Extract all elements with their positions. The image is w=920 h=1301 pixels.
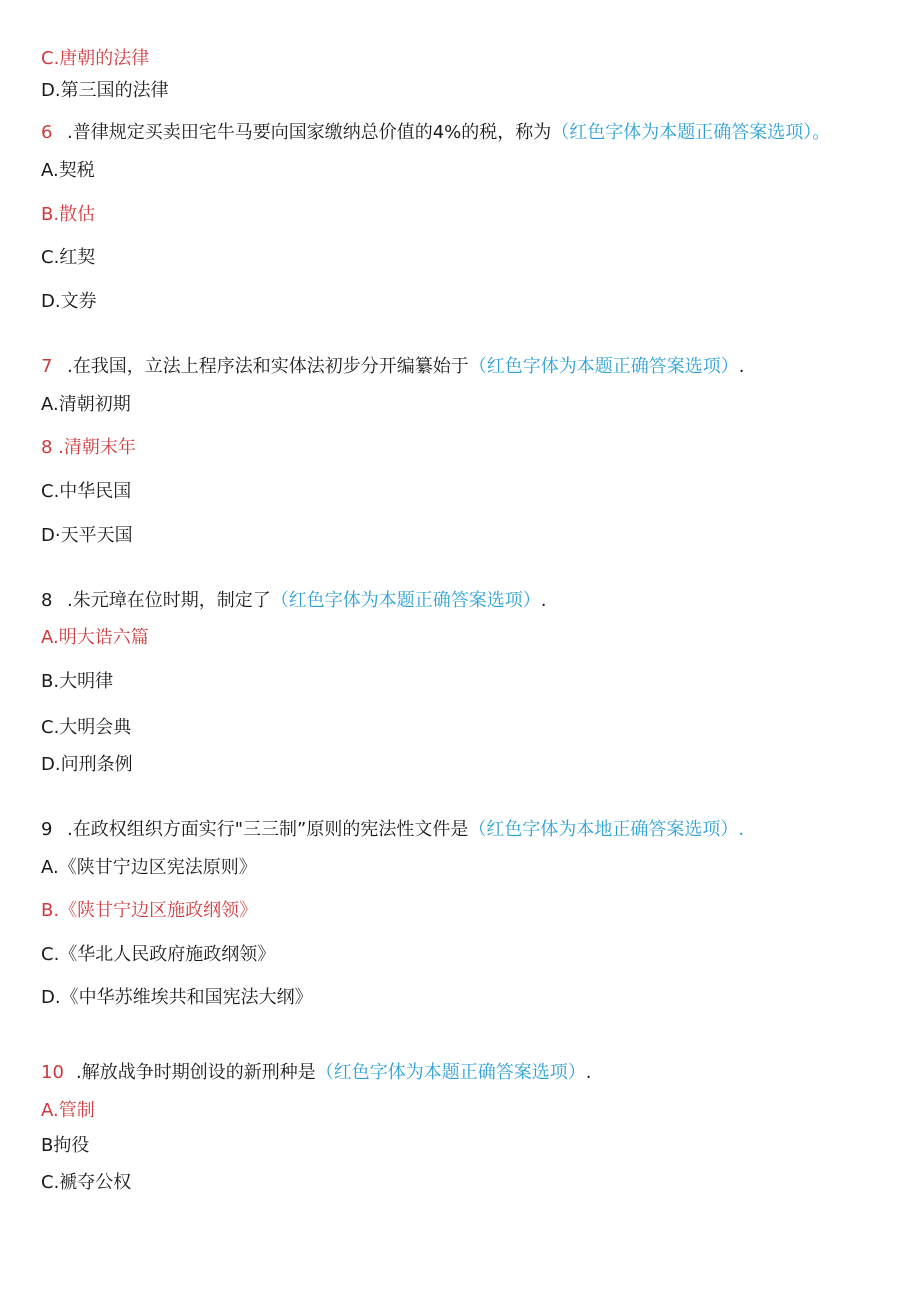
q10-option-b: B拘役 xyxy=(41,1135,90,1156)
q7-option-c: C.中华民国 xyxy=(41,481,132,502)
q10-option-a: A.管制 xyxy=(41,1100,95,1121)
q7-tail: . xyxy=(738,356,745,377)
q6-hint: （红色字体为本题正确答案选项）。 xyxy=(551,122,831,143)
q10-tail: . xyxy=(585,1062,592,1083)
q9-option-b: B.《陕甘宁边区施政纲领》 xyxy=(41,900,258,921)
q8-stem xyxy=(41,589,546,613)
q9-option-d: D.《中华苏维埃共和国宪法大纲》 xyxy=(41,987,313,1008)
q8-option-a: A.明大诰六篇 xyxy=(41,627,149,648)
q6-stem xyxy=(41,121,830,145)
q8-hint: （红色字体为本题正确答案选项） xyxy=(270,590,541,611)
q7-option-a: A.清朝初期 xyxy=(41,394,131,415)
q9-hint: （红色字体为本地正确答案选项） xyxy=(468,819,739,840)
q7-option-d: D·天平天国 xyxy=(41,525,133,546)
q5-option-d: D.第三国的法律 xyxy=(41,80,169,101)
q6-option-d: D.文券 xyxy=(41,291,97,312)
q9-option-a: A.《陕甘宁边区宪法原则》 xyxy=(41,857,257,878)
q6-option-c: C.红契 xyxy=(41,247,96,268)
q9-stem xyxy=(41,818,744,842)
q8-tail: . xyxy=(540,590,547,611)
q8-stem-text: .朱元璋在位时期，制定了 xyxy=(67,590,271,611)
q9-option-c: C.《华北人民政府施政纲领》 xyxy=(41,944,276,965)
q7-stem-text: .在我国，立法上程序法和实体法初步分开编纂始于 xyxy=(67,356,469,377)
q10-option-c: C.褫夺公权 xyxy=(41,1172,132,1193)
q10-number: 10 xyxy=(41,1062,64,1083)
q8-number: 8 xyxy=(41,590,53,611)
q6-option-b: B.散估 xyxy=(41,204,96,225)
q5-option-c: C.唐朝的法律 xyxy=(41,48,150,69)
q7-stem xyxy=(41,355,744,379)
q7-number: 7 xyxy=(41,356,53,377)
q7-option-b: 8 .清朝末年 xyxy=(41,437,136,458)
q8-option-c: C.大明会典 xyxy=(41,717,132,738)
q9-number: 9 xyxy=(41,819,53,840)
q9-tail: . xyxy=(738,819,745,840)
q6-option-a: A.契税 xyxy=(41,160,95,181)
q10-stem xyxy=(41,1061,591,1085)
q7-hint: （红色字体为本题正确答案选项） xyxy=(468,356,739,377)
q10-hint: （红色字体为本题正确答案选项） xyxy=(315,1062,586,1083)
q10-stem-text: .解放战争时期创设的新刑种是 xyxy=(76,1062,316,1083)
q6-stem-text: .普律规定买卖田宅牛马要向国家缴纳总价值的4%的税，称为 xyxy=(67,122,552,143)
q8-option-b: B.大明律 xyxy=(41,671,114,692)
q9-stem-text: .在政权组织方面实行"三三制”原则的宪法性文件是 xyxy=(67,819,469,840)
q6-number: 6 xyxy=(41,122,53,143)
q8-option-d: D.问刑条例 xyxy=(41,754,133,775)
